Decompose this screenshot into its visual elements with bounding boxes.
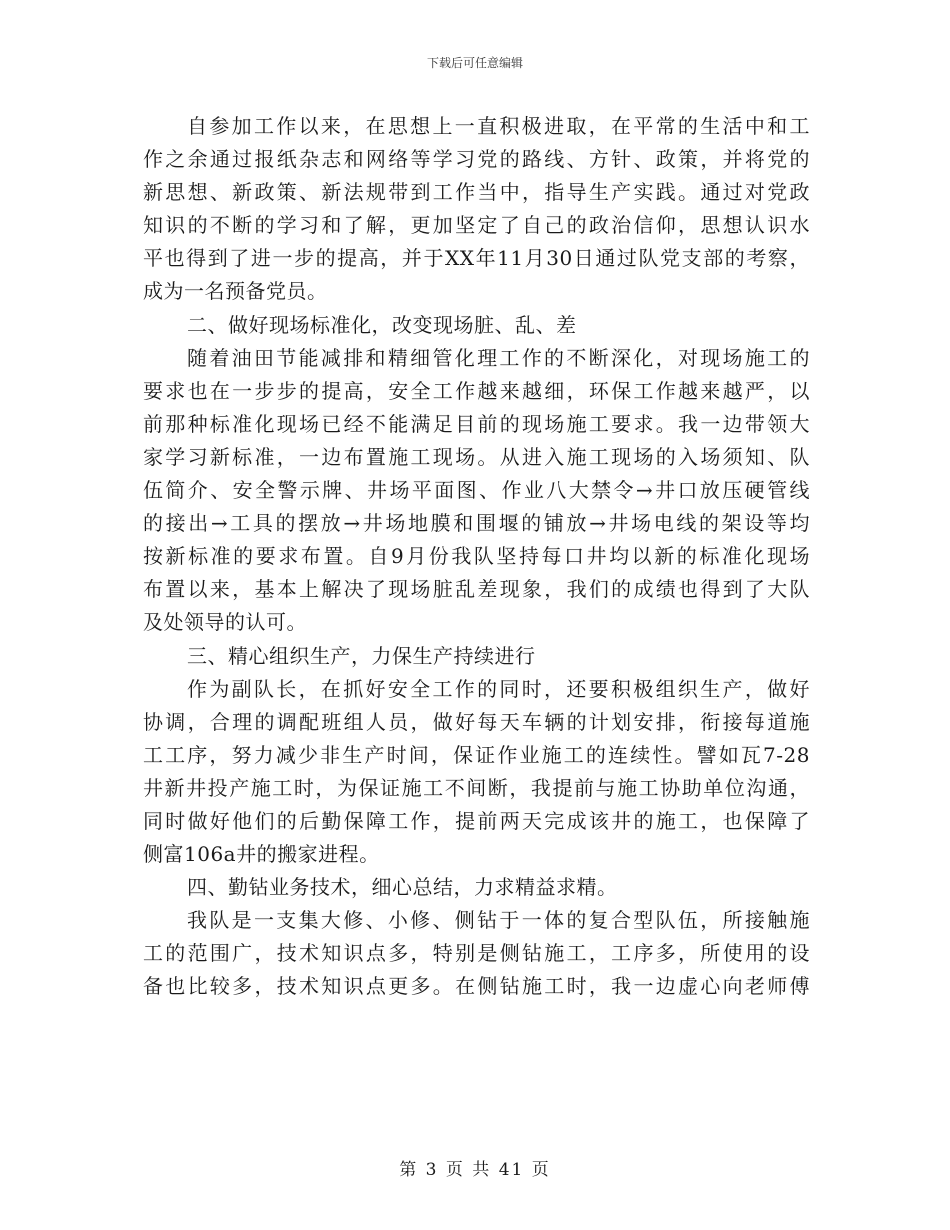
text-line: 知识的不断的学习和了解，更加坚定了自己的政治信仰，思想认识水	[143, 213, 810, 238]
text-line: 自参加工作以来，在思想上一直积极进取，在平常的生活中和工	[187, 114, 810, 138]
text-line: 成为一名预备党员。	[143, 279, 328, 304]
text-line: 按新标准的要求布置。自9月份我队坚持每口井均以新的标准化现场	[143, 544, 810, 569]
text-line: 作之余通过报纸杂志和网络等学习党的路线、方针、政策，并将党的	[143, 147, 810, 172]
text-line: 工的范围广，技术知识点多，特别是侧钻施工，工序多，所使用的设	[143, 941, 810, 966]
text-line: 前那种标准化现场已经不能满足目前的现场施工要求。我一边带领大	[143, 411, 810, 436]
text-line: 布置以来，基本上解决了现场脏乱差现象，我们的成绩也得到了大队	[143, 577, 810, 602]
text-line: 作为副队长，在抓好安全工作的同时，还要积极组织生产，做好	[187, 676, 810, 701]
section-heading: 二、做好现场标准化，改变现场脏、乱、差	[187, 312, 577, 337]
text-line: 协调，合理的调配班组人员，做好每天车辆的计划安排，衔接每道施	[143, 709, 810, 734]
text-line: 的接出→工具的摆放→井场地膜和围堰的铺放→井场电线的架设等均	[143, 511, 810, 536]
text-line: 随着油田节能减排和精细管化理工作的不断深化，对现场施工的	[187, 345, 810, 370]
text-line: 新思想、新政策、新法规带到工作当中，指导生产实践。通过对党政	[143, 180, 810, 205]
section-heading: 四、勤钻业务技术，细心总结，力求精益求精。	[187, 875, 618, 900]
text-line: 平也得到了进一步的提高，并于XX年11月30日通过队党支部的考察，	[143, 246, 810, 271]
section-heading: 三、精心组织生产，力保生产持续进行	[187, 643, 536, 668]
text-line: 备也比较多，技术知识点更多。在侧钻施工时，我一边虚心向老师傅	[143, 974, 810, 999]
page-header: 下载后可任意编辑	[426, 56, 523, 70]
text-line: 井新井投产施工时，为保证施工不间断，我提前与施工协助单位沟通，	[143, 775, 810, 800]
text-line: 家学习新标准，一边布置施工现场。从进入施工现场的入场须知、队	[143, 444, 810, 469]
text-line: 我队是一支集大修、小修、侧钻于一体的复合型队伍，所接触施	[187, 908, 810, 933]
document-body	[143, 110, 810, 1004]
text-line: 伍简介、安全警示牌、井场平面图、作业八大禁令→井口放压硬管线	[143, 478, 810, 503]
page-footer: 第 3 页 共 41 页	[399, 1160, 551, 1180]
text-line: 同时做好他们的后勤保障工作，提前两天完成该井的施工，也保障了	[143, 808, 810, 833]
text-line: 要求也在一步步的提高，安全工作越来越细，环保工作越来越严，以	[143, 378, 810, 403]
text-line: 工工序，努力减少非生产时间，保证作业施工的连续性。譬如瓦7-28	[143, 742, 810, 767]
text-line: 侧富106a井的搬家进程。	[143, 842, 380, 867]
text-line: 及处领导的认可。	[143, 610, 307, 635]
